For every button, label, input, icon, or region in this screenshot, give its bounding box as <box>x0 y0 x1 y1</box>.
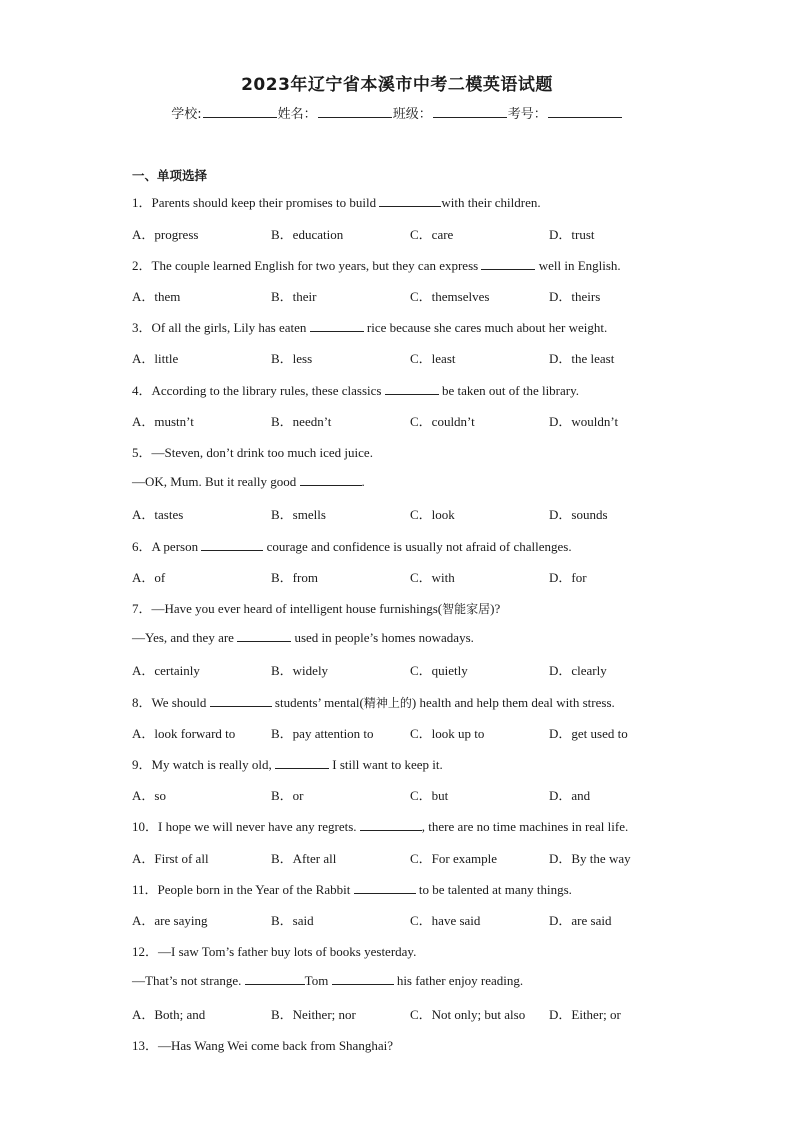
option-c[interactable]: C．couldn’t <box>410 414 475 429</box>
answer-blank <box>245 972 305 985</box>
option-d[interactable]: D．trust <box>549 227 595 242</box>
answer-blank <box>379 194 441 207</box>
question-text: 1．Parents should keep their promises to build <box>132 195 380 210</box>
class-blank[interactable] <box>433 104 507 118</box>
option-d[interactable]: D．wouldn’t <box>549 414 619 429</box>
option-d[interactable]: D．sounds <box>549 507 608 522</box>
options-4 <box>132 411 692 429</box>
option-a[interactable]: A．look forward to <box>132 726 236 741</box>
option-d[interactable]: D．clearly <box>549 663 607 678</box>
options-12 <box>132 1004 692 1022</box>
question-text: —That’s not strange. <box>132 973 245 988</box>
question-text: to be talented at many things. <box>415 882 572 897</box>
option-b[interactable]: B．from <box>271 570 318 585</box>
question-text: I still want to keep it. <box>328 757 443 772</box>
question-13 <box>132 1035 393 1054</box>
option-a[interactable]: A．progress <box>132 227 199 242</box>
option-b[interactable]: B．or <box>271 788 304 803</box>
options-3 <box>132 348 692 366</box>
options-1 <box>132 224 692 242</box>
option-c[interactable]: C．but <box>410 788 449 803</box>
option-b[interactable]: B．their <box>271 289 317 304</box>
answer-blank <box>354 881 416 894</box>
question-text: 12．—I saw Tom’s father buy lots of books yesterday. <box>132 944 417 959</box>
question-text: —Yes, and they are <box>132 630 238 645</box>
option-b[interactable]: B．needn’t <box>271 414 332 429</box>
chinese-gloss: 精神上的 <box>363 696 412 710</box>
question-12-reply <box>132 972 523 989</box>
option-a[interactable]: A．tastes <box>132 507 184 522</box>
question-7 <box>132 598 500 617</box>
question-text: )? <box>490 601 501 616</box>
question-1 <box>132 192 541 211</box>
question-text: 13．—Has Wang Wei come back from Shanghai? <box>132 1038 393 1053</box>
question-text: . <box>361 474 365 489</box>
school-blank[interactable] <box>203 104 277 118</box>
option-d[interactable]: D．are said <box>549 913 612 928</box>
question-text: with their children. <box>441 195 541 210</box>
option-c[interactable]: C．look <box>410 507 455 522</box>
question-9 <box>132 754 443 773</box>
answer-blank <box>360 818 422 831</box>
school-label: 学校: <box>171 107 202 122</box>
option-d[interactable]: D．theirs <box>549 289 601 304</box>
answer-blank <box>332 972 394 985</box>
option-d[interactable]: D．for <box>549 570 587 585</box>
question-7-reply <box>132 629 474 646</box>
options-5 <box>132 504 692 522</box>
question-text: —OK, Mum. But it really good <box>132 474 300 489</box>
chinese-gloss: 智能家居 <box>442 602 491 616</box>
question-6 <box>132 536 572 555</box>
page-title: 2023年辽宁省本溪市中考二模英语试题 <box>241 75 553 95</box>
options-9 <box>132 785 692 803</box>
option-a[interactable]: A．First of all <box>132 851 209 866</box>
options-6 <box>132 567 692 585</box>
options-2 <box>132 286 692 304</box>
question-text: 6．A person <box>132 539 202 554</box>
option-d[interactable]: D．the least <box>549 351 615 366</box>
option-d[interactable]: D．and <box>549 788 591 803</box>
option-c[interactable]: C．least <box>410 351 456 366</box>
question-text: 9．My watch is really old, <box>132 757 275 772</box>
student-info-row <box>0 103 794 122</box>
option-c[interactable]: C．For example <box>410 851 498 866</box>
question-3 <box>132 317 607 336</box>
option-c[interactable]: C．themselves <box>410 289 490 304</box>
option-c[interactable]: C．care <box>410 227 454 242</box>
exam-no-label: 考号： <box>507 107 547 122</box>
question-text: students’ mental( <box>271 695 364 710</box>
option-a[interactable]: A．Both; and <box>132 1007 206 1022</box>
question-text: used in people’s homes nowadays. <box>291 630 474 645</box>
question-8 <box>132 692 615 711</box>
question-text: his father enjoy reading. <box>393 973 524 988</box>
question-text: 11．People born in the Year of the Rabbit <box>132 882 354 897</box>
option-d[interactable]: D．Either; or <box>549 1007 621 1022</box>
question-12 <box>132 941 416 960</box>
option-b[interactable]: B．education <box>271 227 344 242</box>
option-d[interactable]: D．By the way <box>549 851 631 866</box>
option-c[interactable]: C．look up to <box>410 726 485 741</box>
option-b[interactable]: B．pay attention to <box>271 726 374 741</box>
section-heading: 一、单项选择 <box>132 168 208 183</box>
answer-blank <box>275 756 329 769</box>
options-7 <box>132 660 692 678</box>
question-text: 5．—Steven, don’t drink too much iced juice. <box>132 445 373 460</box>
option-a[interactable]: A．certainly <box>132 663 200 678</box>
answer-blank <box>201 538 263 551</box>
name-label: 姓名： <box>277 107 317 122</box>
question-5-reply <box>132 473 365 490</box>
option-a[interactable]: A．them <box>132 289 181 304</box>
answer-blank <box>385 382 439 395</box>
option-b[interactable]: B．said <box>271 913 314 928</box>
option-b[interactable]: B．Neither; nor <box>271 1007 356 1022</box>
question-text: , there are no time machines in real life. <box>421 819 629 834</box>
question-text: well in English. <box>535 258 621 273</box>
answer-blank <box>300 473 362 486</box>
question-2 <box>132 255 621 274</box>
question-text: rice because she cares much about her weight. <box>363 320 608 335</box>
option-c[interactable]: C．have said <box>410 913 481 928</box>
option-a[interactable]: A．are saying <box>132 913 208 928</box>
answer-blank <box>481 257 535 270</box>
options-10 <box>132 848 692 866</box>
question-text: 10．I hope we will never have any regrets. <box>132 819 360 834</box>
question-text: ) health and help them deal with stress. <box>411 695 615 710</box>
question-5 <box>132 442 373 461</box>
answer-blank <box>310 319 364 332</box>
question-text: Tom <box>304 973 332 988</box>
option-a[interactable]: A．so <box>132 788 166 803</box>
option-a[interactable]: A．mustn’t <box>132 414 194 429</box>
question-text: courage and confidence is usually not afraid of challenges. <box>263 539 572 554</box>
question-text: be taken out of the library. <box>438 383 580 398</box>
question-text: 8．We should <box>132 695 210 710</box>
name-blank[interactable] <box>318 104 392 118</box>
exam-no-blank[interactable] <box>548 104 622 118</box>
question-10 <box>132 816 628 835</box>
question-text: 7．—Have you ever heard of intelligent house furnishings( <box>132 601 443 616</box>
option-d[interactable]: D．get used to <box>549 726 628 741</box>
question-11 <box>132 879 572 898</box>
option-c[interactable]: C．quietly <box>410 663 468 678</box>
answer-blank <box>210 694 272 707</box>
option-c[interactable]: C．Not only; but also <box>410 1007 526 1022</box>
option-c[interactable]: C．with <box>410 570 455 585</box>
question-4 <box>132 380 579 399</box>
question-text: 2．The couple learned English for two years, but they can express <box>132 258 482 273</box>
option-b[interactable]: B．After all <box>271 851 337 866</box>
question-text: 3．Of all the girls, Lily has eaten <box>132 320 310 335</box>
question-text: 4．According to the library rules, these classics <box>132 383 385 398</box>
option-b[interactable]: B．smells <box>271 507 326 522</box>
answer-blank <box>237 629 291 642</box>
option-a[interactable]: A．of <box>132 570 166 585</box>
options-8 <box>132 723 692 741</box>
class-label: 班级： <box>392 107 432 122</box>
option-b[interactable]: B．widely <box>271 663 329 678</box>
option-a[interactable]: A．little <box>132 351 179 366</box>
option-b[interactable]: B．less <box>271 351 313 366</box>
options-11 <box>132 910 692 928</box>
